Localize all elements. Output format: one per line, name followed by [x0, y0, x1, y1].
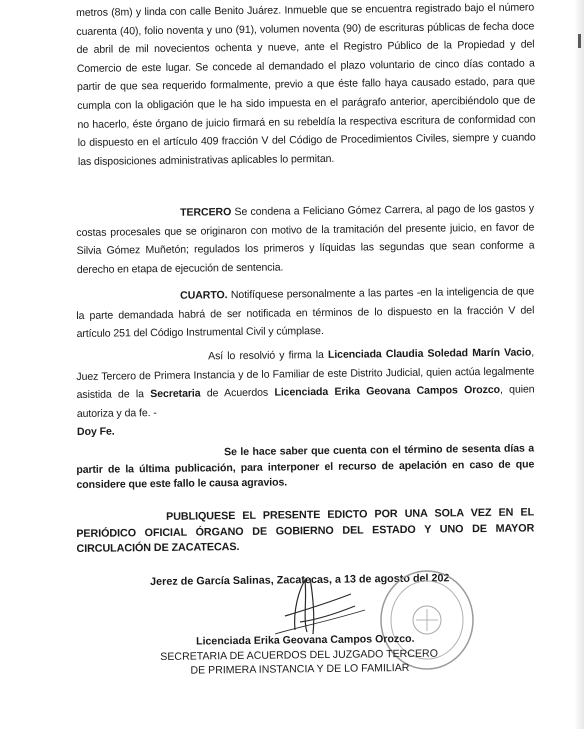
secretary-label: Secretaria [150, 387, 201, 401]
paragraph-text: Así lo resolvió y firma la [208, 348, 329, 363]
cuarto-heading: CUARTO. [180, 289, 228, 302]
signature-block [160, 632, 438, 679]
paragraph-resolution [76, 343, 535, 442]
paragraph-cuarto [76, 282, 535, 343]
paragraph-appeal-notice [76, 441, 535, 493]
signer-title: SECRETARIA DE ACUERDOS DEL JUZGADO TERCERO [160, 647, 438, 663]
judge-name: Licenciada Claudia Soledad Marín Vacio [327, 346, 532, 361]
signer-title-line2: DE PRIMERA INSTANCIA Y DE LO FAMILIAR [190, 661, 410, 677]
paragraph-tercero [76, 199, 535, 279]
handwritten-signature [255, 570, 375, 640]
paragraph-resolutivo-segundo [76, 0, 536, 171]
edge-mark [578, 34, 581, 48]
paragraph-text: , quien autoriza y da fe. - [76, 383, 535, 420]
paragraph-text: Notifíquese personalmente a las partes -en la inteligencia de que la parte demandada habrá de ser notificada en términos de lo dispuesto en la fracción V del artículo 251 del Código Instrumental Civil y cúmplase. [76, 285, 535, 341]
paragraph-text: Se le hace saber que cuenta con el término de sesenta días a partir de la última publicación, para interponer el recurso de apelación en caso de que considere que este fallo le causa agravios. [76, 442, 535, 491]
paragraph-publication-order [76, 505, 535, 557]
paragraph-text: PUBLIQUESE EL PRESENTE EDICTO POR UNA SOLA VEZ EN EL PERIÓDICO OFICIAL ÓRGANO DE GOBIERNO DEL ESTADO Y UNO DE MAYOR CIRCULACIÓN DE ZACATECAS. [76, 506, 535, 555]
place-date: Jerez de García Salinas, Zacatecas, a 13 de agosto del 202 [150, 572, 450, 588]
paragraph-text: , Juez Tercero de Primera Instancia y de lo Familiar de este Distrito Judicial, quien actúa legalmente asistida de la [76, 346, 535, 402]
tercero-heading: TERCERO [180, 206, 232, 219]
paragraph-text: de Acuerdos [200, 386, 275, 400]
signer-name: Licenciada Erika Geovana Campos Orozco. [196, 632, 415, 648]
page-edge [574, 0, 584, 729]
doy-fe: Doy Fe. [76, 425, 115, 439]
paragraph-text: Se condena a Feliciano Gómez Carrera, al pago de los gastos y costas procesales que se originaron con motivo de la tramitación del presente juicio, en favor de Silvia Gómez Muñetón; regulados los primeros y líquidas las segundas que sean conforme a derecho en etapa de ejecución de sentencia. [76, 202, 535, 276]
secretary-name: Licenciada Erika Geovana Campos Orozco [274, 384, 501, 399]
paragraph-text: metros (8m) y linda con calle Benito Juárez. Inmueble que se encuentra registrado bajo el número cuarenta (40), folio noventa y uno (91), volumen noventa (90) de escrituras públicas de fecha doce de abril de mil novecientos ochenta y nueve, ante el Registro Público de la Propiedad y del Comercio de este lugar. Se concede al demandado el plazo voluntario de cinco días contado a partir de que sea requerido formalmente, previo a que éste fallo haya causado estado, para que cumpla con la obligación que le ha sido impuesta en el parágrafo anterior, apercibiéndolo que de no hacerlo, éste órgano de juicio firmará en su rebeldía la respectiva escritura de conformidad con lo dispuesto en el artículo 409 fracción V del Código de Procedimientos Civiles, siempre y cuando las disposiciones administrativas aplicables lo permitan. [76, 1, 536, 168]
